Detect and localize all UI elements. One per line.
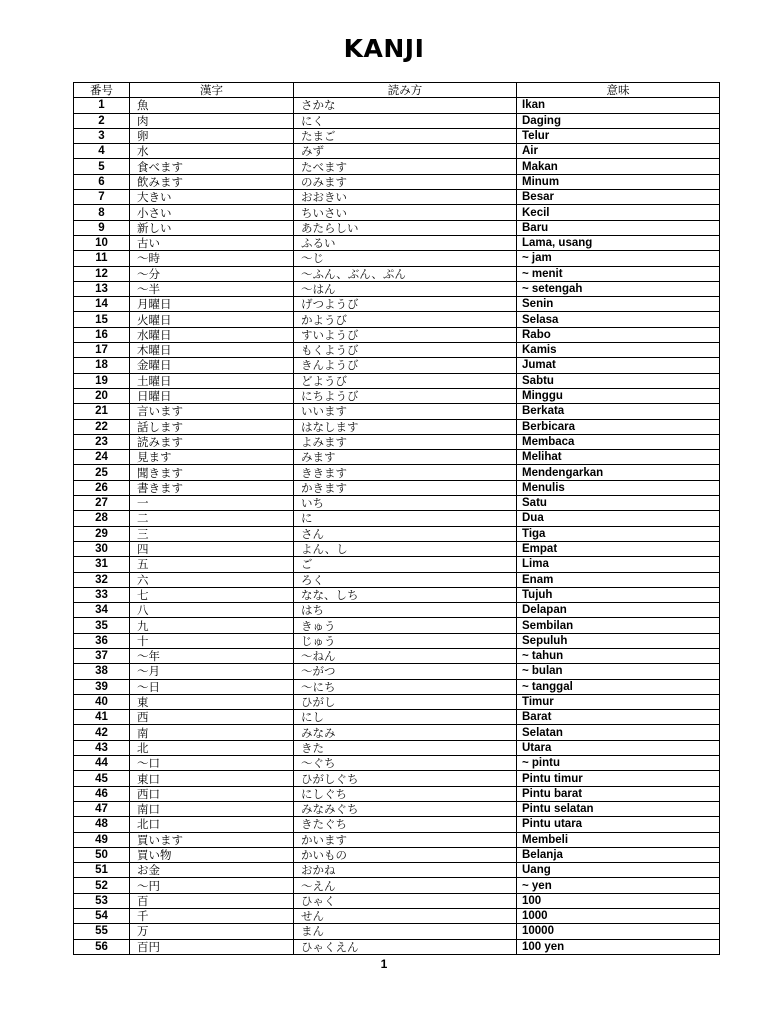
reading-cell: みなみ: [294, 725, 517, 740]
row-number: 46: [74, 786, 130, 801]
reading-cell: かきます: [294, 480, 517, 495]
kanji-cell: 北口: [130, 817, 294, 832]
row-number: 37: [74, 648, 130, 663]
reading-cell: かいもの: [294, 847, 517, 862]
meaning-cell: 10000: [517, 924, 720, 939]
meaning-cell: ~ bulan: [517, 664, 720, 679]
reading-cell: ～ぐち: [294, 756, 517, 771]
meaning-cell: Sepuluh: [517, 633, 720, 648]
kanji-cell: 買い物: [130, 847, 294, 862]
kanji-cell: 東: [130, 694, 294, 709]
row-number: 35: [74, 618, 130, 633]
row-number: 12: [74, 266, 130, 281]
table-row: [74, 205, 720, 220]
reading-cell: きんようび: [294, 358, 517, 373]
table-row: [74, 694, 720, 709]
meaning-cell: Air: [517, 144, 720, 159]
kanji-cell: 西口: [130, 786, 294, 801]
header-reading: 読み方: [294, 83, 517, 98]
kanji-cell: 西: [130, 710, 294, 725]
row-number: 16: [74, 327, 130, 342]
reading-cell: ～ふん、ぶん、ぷん: [294, 266, 517, 281]
meaning-cell: Enam: [517, 572, 720, 587]
row-number: 32: [74, 572, 130, 587]
table-row: [74, 817, 720, 832]
table-row: [74, 358, 720, 373]
row-number: 18: [74, 358, 130, 373]
table-row: [74, 281, 720, 296]
meaning-cell: Minum: [517, 174, 720, 189]
meaning-cell: Timur: [517, 694, 720, 709]
table-row: [74, 496, 720, 511]
meaning-cell: Pintu utara: [517, 817, 720, 832]
row-number: 38: [74, 664, 130, 679]
kanji-cell: 土曜日: [130, 373, 294, 388]
reading-cell: ～じ: [294, 251, 517, 266]
meaning-cell: Delapan: [517, 603, 720, 618]
reading-cell: にちようび: [294, 388, 517, 403]
table-body: [74, 98, 720, 955]
kanji-cell: 百: [130, 893, 294, 908]
meaning-cell: ~ setengah: [517, 281, 720, 296]
reading-cell: ふるい: [294, 235, 517, 250]
kanji-cell: 卵: [130, 128, 294, 143]
meaning-cell: Dua: [517, 511, 720, 526]
table-row: [74, 404, 720, 419]
reading-cell: ひがし: [294, 694, 517, 709]
table-row: [74, 526, 720, 541]
meaning-cell: Baru: [517, 220, 720, 235]
meaning-cell: Kamis: [517, 343, 720, 358]
table-row: [74, 128, 720, 143]
header-kanji: 漢字: [130, 83, 294, 98]
meaning-cell: Pintu selatan: [517, 801, 720, 816]
table-row: [74, 511, 720, 526]
table-row: [74, 878, 720, 893]
table-row: [74, 174, 720, 189]
row-number: 47: [74, 801, 130, 816]
table-row: [74, 113, 720, 128]
kanji-cell: 北: [130, 740, 294, 755]
kanji-cell: 南口: [130, 801, 294, 816]
kanji-cell: 水: [130, 144, 294, 159]
reading-cell: どようび: [294, 373, 517, 388]
meaning-cell: Selatan: [517, 725, 720, 740]
table-row: [74, 327, 720, 342]
reading-cell: はなします: [294, 419, 517, 434]
table-row: [74, 159, 720, 174]
meaning-cell: 100: [517, 893, 720, 908]
table-row: [74, 786, 720, 801]
row-number: 39: [74, 679, 130, 694]
kanji-cell: 二: [130, 511, 294, 526]
row-number: 3: [74, 128, 130, 143]
reading-cell: ～えん: [294, 878, 517, 893]
row-number: 25: [74, 465, 130, 480]
reading-cell: たべます: [294, 159, 517, 174]
kanji-cell: 肉: [130, 113, 294, 128]
reading-cell: ご: [294, 557, 517, 572]
row-number: 19: [74, 373, 130, 388]
meaning-cell: Daging: [517, 113, 720, 128]
kanji-cell: 東口: [130, 771, 294, 786]
meaning-cell: Berkata: [517, 404, 720, 419]
row-number: 1: [74, 98, 130, 113]
reading-cell: ～はん: [294, 281, 517, 296]
kanji-cell: 話します: [130, 419, 294, 434]
row-number: 42: [74, 725, 130, 740]
row-number: 34: [74, 603, 130, 618]
reading-cell: よみます: [294, 434, 517, 449]
table-row: [74, 144, 720, 159]
meaning-cell: Barat: [517, 710, 720, 725]
table-row: [74, 373, 720, 388]
row-number: 44: [74, 756, 130, 771]
kanji-cell: 聞きます: [130, 465, 294, 480]
row-number: 31: [74, 557, 130, 572]
reading-cell: きた: [294, 740, 517, 755]
reading-cell: いち: [294, 496, 517, 511]
meaning-cell: Membaca: [517, 434, 720, 449]
table-row: [74, 618, 720, 633]
reading-cell: さかな: [294, 98, 517, 113]
row-number: 28: [74, 511, 130, 526]
row-number: 54: [74, 909, 130, 924]
table-row: [74, 909, 720, 924]
reading-cell: にし: [294, 710, 517, 725]
reading-cell: みず: [294, 144, 517, 159]
kanji-cell: 飲みます: [130, 174, 294, 189]
kanji-cell: 古い: [130, 235, 294, 250]
kanji-cell: 千: [130, 909, 294, 924]
table-row: [74, 419, 720, 434]
meaning-cell: Sembilan: [517, 618, 720, 633]
kanji-cell: 日曜日: [130, 388, 294, 403]
row-number: 14: [74, 297, 130, 312]
reading-cell: ききます: [294, 465, 517, 480]
kanji-cell: 魚: [130, 98, 294, 113]
table-row: [74, 725, 720, 740]
reading-cell: はち: [294, 603, 517, 618]
reading-cell: もくようび: [294, 343, 517, 358]
reading-cell: いいます: [294, 404, 517, 419]
reading-cell: なな、しち: [294, 587, 517, 602]
reading-cell: ちいさい: [294, 205, 517, 220]
kanji-cell: 五: [130, 557, 294, 572]
table-row: [74, 251, 720, 266]
kanji-cell: 六: [130, 572, 294, 587]
row-number: 5: [74, 159, 130, 174]
row-number: 41: [74, 710, 130, 725]
meaning-cell: Utara: [517, 740, 720, 755]
row-number: 33: [74, 587, 130, 602]
table-row: [74, 603, 720, 618]
table-row: [74, 648, 720, 663]
row-number: 24: [74, 450, 130, 465]
table-row: [74, 939, 720, 954]
table-row: [74, 664, 720, 679]
table-header: [74, 83, 720, 98]
reading-cell: せん: [294, 909, 517, 924]
table-row: [74, 266, 720, 281]
kanji-cell: お金: [130, 863, 294, 878]
meaning-cell: Senin: [517, 297, 720, 312]
kanji-cell: 火曜日: [130, 312, 294, 327]
reading-cell: かいます: [294, 832, 517, 847]
meaning-cell: Tiga: [517, 526, 720, 541]
header-row: [74, 83, 720, 98]
row-number: 4: [74, 144, 130, 159]
reading-cell: ～がつ: [294, 664, 517, 679]
kanji-cell: 食べます: [130, 159, 294, 174]
reading-cell: よん、し: [294, 541, 517, 556]
kanji-cell: 三: [130, 526, 294, 541]
reading-cell: ひゃくえん: [294, 939, 517, 954]
kanji-cell: ～月: [130, 664, 294, 679]
table-row: [74, 771, 720, 786]
reading-cell: ～ねん: [294, 648, 517, 663]
reading-cell: きたぐち: [294, 817, 517, 832]
header-meaning: 意味: [517, 83, 720, 98]
meaning-cell: Belanja: [517, 847, 720, 862]
kanji-cell: 金曜日: [130, 358, 294, 373]
reading-cell: げつようび: [294, 297, 517, 312]
meaning-cell: Kecil: [517, 205, 720, 220]
kanji-cell: 水曜日: [130, 327, 294, 342]
meaning-cell: Menulis: [517, 480, 720, 495]
kanji-cell: ～円: [130, 878, 294, 893]
page-title: KANJI: [343, 34, 425, 63]
table-row: [74, 388, 720, 403]
table-row: [74, 847, 720, 862]
meaning-cell: ~ pintu: [517, 756, 720, 771]
kanji-cell: ～半: [130, 281, 294, 296]
reading-cell: みます: [294, 450, 517, 465]
table-row: [74, 220, 720, 235]
meaning-cell: Makan: [517, 159, 720, 174]
row-number: 10: [74, 235, 130, 250]
kanji-cell: 買います: [130, 832, 294, 847]
reading-cell: ひがしぐち: [294, 771, 517, 786]
table-row: [74, 863, 720, 878]
meaning-cell: Minggu: [517, 388, 720, 403]
reading-cell: さん: [294, 526, 517, 541]
header-number: 番号: [74, 83, 130, 98]
kanji-cell: 一: [130, 496, 294, 511]
meaning-cell: Melihat: [517, 450, 720, 465]
table-row: [74, 633, 720, 648]
kanji-cell: ～分: [130, 266, 294, 281]
meaning-cell: Pintu timur: [517, 771, 720, 786]
meaning-cell: 1000: [517, 909, 720, 924]
reading-cell: かようび: [294, 312, 517, 327]
reading-cell: おかね: [294, 863, 517, 878]
table-row: [74, 343, 720, 358]
kanji-cell: 木曜日: [130, 343, 294, 358]
row-number: 9: [74, 220, 130, 235]
meaning-cell: Telur: [517, 128, 720, 143]
meaning-cell: Besar: [517, 190, 720, 205]
table-row: [74, 740, 720, 755]
kanji-cell: ～日: [130, 679, 294, 694]
kanji-cell: 新しい: [130, 220, 294, 235]
row-number: 51: [74, 863, 130, 878]
row-number: 36: [74, 633, 130, 648]
reading-cell: のみます: [294, 174, 517, 189]
kanji-cell: 読みます: [130, 434, 294, 449]
reading-cell: じゅう: [294, 633, 517, 648]
row-number: 8: [74, 205, 130, 220]
meaning-cell: 100 yen: [517, 939, 720, 954]
kanji-cell: ～口: [130, 756, 294, 771]
table-row: [74, 832, 720, 847]
row-number: 20: [74, 388, 130, 403]
row-number: 56: [74, 939, 130, 954]
meaning-cell: Sabtu: [517, 373, 720, 388]
table-row: [74, 756, 720, 771]
table-row: [74, 710, 720, 725]
row-number: 13: [74, 281, 130, 296]
table-row: [74, 587, 720, 602]
row-number: 55: [74, 924, 130, 939]
meaning-cell: Selasa: [517, 312, 720, 327]
table-row: [74, 434, 720, 449]
row-number: 6: [74, 174, 130, 189]
meaning-cell: Jumat: [517, 358, 720, 373]
meaning-cell: ~ tanggal: [517, 679, 720, 694]
meaning-cell: ~ tahun: [517, 648, 720, 663]
reading-cell: ひゃく: [294, 893, 517, 908]
kanji-cell: 見ます: [130, 450, 294, 465]
reading-cell: みなみぐち: [294, 801, 517, 816]
reading-cell: に: [294, 511, 517, 526]
row-number: 17: [74, 343, 130, 358]
meaning-cell: Lima: [517, 557, 720, 572]
kanji-cell: 小さい: [130, 205, 294, 220]
reading-cell: おおきい: [294, 190, 517, 205]
kanji-cell: 百円: [130, 939, 294, 954]
table-row: [74, 924, 720, 939]
row-number: 29: [74, 526, 130, 541]
kanji-cell: 九: [130, 618, 294, 633]
reading-cell: ～にち: [294, 679, 517, 694]
row-number: 15: [74, 312, 130, 327]
kanji-cell: ～時: [130, 251, 294, 266]
table-row: [74, 541, 720, 556]
table-row: [74, 235, 720, 250]
meaning-cell: Empat: [517, 541, 720, 556]
reading-cell: すいようび: [294, 327, 517, 342]
row-number: 43: [74, 740, 130, 755]
table-row: [74, 450, 720, 465]
row-number: 49: [74, 832, 130, 847]
meaning-cell: Pintu barat: [517, 786, 720, 801]
reading-cell: あたらしい: [294, 220, 517, 235]
meaning-cell: ~ yen: [517, 878, 720, 893]
row-number: 50: [74, 847, 130, 862]
row-number: 22: [74, 419, 130, 434]
table-row: [74, 557, 720, 572]
kanji-cell: 七: [130, 587, 294, 602]
page-number: 1: [380, 957, 388, 971]
reading-cell: まん: [294, 924, 517, 939]
kanji-table: [73, 82, 720, 955]
row-number: 53: [74, 893, 130, 908]
meaning-cell: Tujuh: [517, 587, 720, 602]
kanji-cell: 大きい: [130, 190, 294, 205]
kanji-cell: 書きます: [130, 480, 294, 495]
row-number: 48: [74, 817, 130, 832]
table-row: [74, 572, 720, 587]
meaning-cell: Uang: [517, 863, 720, 878]
reading-cell: にく: [294, 113, 517, 128]
reading-cell: たまご: [294, 128, 517, 143]
row-number: 11: [74, 251, 130, 266]
meaning-cell: Membeli: [517, 832, 720, 847]
kanji-cell: 月曜日: [130, 297, 294, 312]
table-row: [74, 480, 720, 495]
row-number: 23: [74, 434, 130, 449]
table-row: [74, 98, 720, 113]
kanji-cell: 四: [130, 541, 294, 556]
table-row: [74, 297, 720, 312]
kanji-cell: ～年: [130, 648, 294, 663]
table-row: [74, 893, 720, 908]
kanji-cell: 言います: [130, 404, 294, 419]
reading-cell: にしぐち: [294, 786, 517, 801]
meaning-cell: ~ jam: [517, 251, 720, 266]
meaning-cell: Berbicara: [517, 419, 720, 434]
table-row: [74, 312, 720, 327]
reading-cell: きゅう: [294, 618, 517, 633]
kanji-cell: 八: [130, 603, 294, 618]
meaning-cell: Satu: [517, 496, 720, 511]
reading-cell: ろく: [294, 572, 517, 587]
meaning-cell: Lama, usang: [517, 235, 720, 250]
kanji-cell: 十: [130, 633, 294, 648]
table-row: [74, 801, 720, 816]
row-number: 7: [74, 190, 130, 205]
table-row: [74, 679, 720, 694]
kanji-cell: 南: [130, 725, 294, 740]
meaning-cell: Ikan: [517, 98, 720, 113]
row-number: 52: [74, 878, 130, 893]
table-row: [74, 465, 720, 480]
row-number: 21: [74, 404, 130, 419]
row-number: 40: [74, 694, 130, 709]
table-row: [74, 190, 720, 205]
kanji-cell: 万: [130, 924, 294, 939]
row-number: 26: [74, 480, 130, 495]
meaning-cell: ~ menit: [517, 266, 720, 281]
row-number: 2: [74, 113, 130, 128]
row-number: 45: [74, 771, 130, 786]
meaning-cell: Mendengarkan: [517, 465, 720, 480]
meaning-cell: Rabo: [517, 327, 720, 342]
row-number: 30: [74, 541, 130, 556]
row-number: 27: [74, 496, 130, 511]
